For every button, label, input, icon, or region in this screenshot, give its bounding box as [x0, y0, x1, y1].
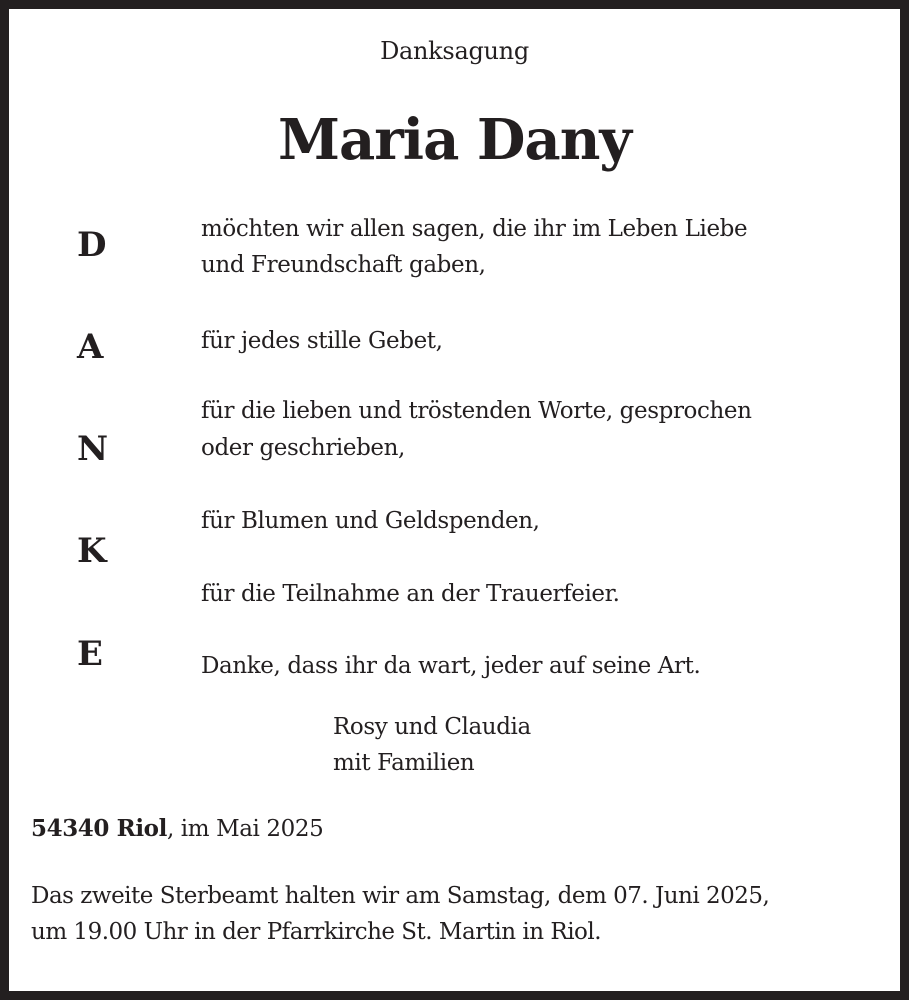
service-info-line: um 19.00 Uhr in der Pfarrkirche St. Martin in Riol. — [31, 919, 602, 945]
signature-line: mit Familien — [333, 750, 475, 776]
thanks-line: für die Teilnahme an der Trauerfeier. — [201, 581, 620, 607]
thanks-line: für Blumen und Geldspenden, — [201, 508, 540, 534]
acrostic-letter-e: E — [77, 634, 103, 674]
acrostic-letter-a: A — [77, 327, 104, 367]
place-name: 54340 Riol — [31, 815, 167, 842]
service-info — [31, 878, 769, 950]
thanks-line: möchten wir allen sagen, die ihr im Leben Liebe — [201, 216, 748, 242]
thanks-line: und Freundschaft gaben, — [201, 252, 486, 278]
date-text: , im Mai 2025 — [166, 816, 324, 842]
thanks-line: oder geschrieben, — [201, 435, 405, 461]
thanks-closing: Danke, dass ihr da wart, jeder auf seine Art. — [201, 653, 701, 679]
obituary-notice — [9, 9, 900, 991]
thanks-line: für jedes stille Gebet, — [201, 328, 443, 354]
deceased-name: Maria Dany — [278, 107, 631, 173]
acrostic-letter-d: D — [77, 225, 107, 265]
acrostic-letter-n: N — [77, 429, 109, 469]
acrostic-letter-k: K — [77, 531, 107, 571]
place-date — [31, 815, 323, 842]
thanks-line: für die lieben und tröstenden Worte, gesprochen — [201, 398, 752, 424]
signature-line: Rosy und Claudia — [333, 714, 531, 740]
notice-kicker: Danksagung — [380, 37, 529, 65]
service-info-line: Das zweite Sterbeamt halten wir am Samstag, dem 07. Juni 2025, — [31, 883, 770, 909]
